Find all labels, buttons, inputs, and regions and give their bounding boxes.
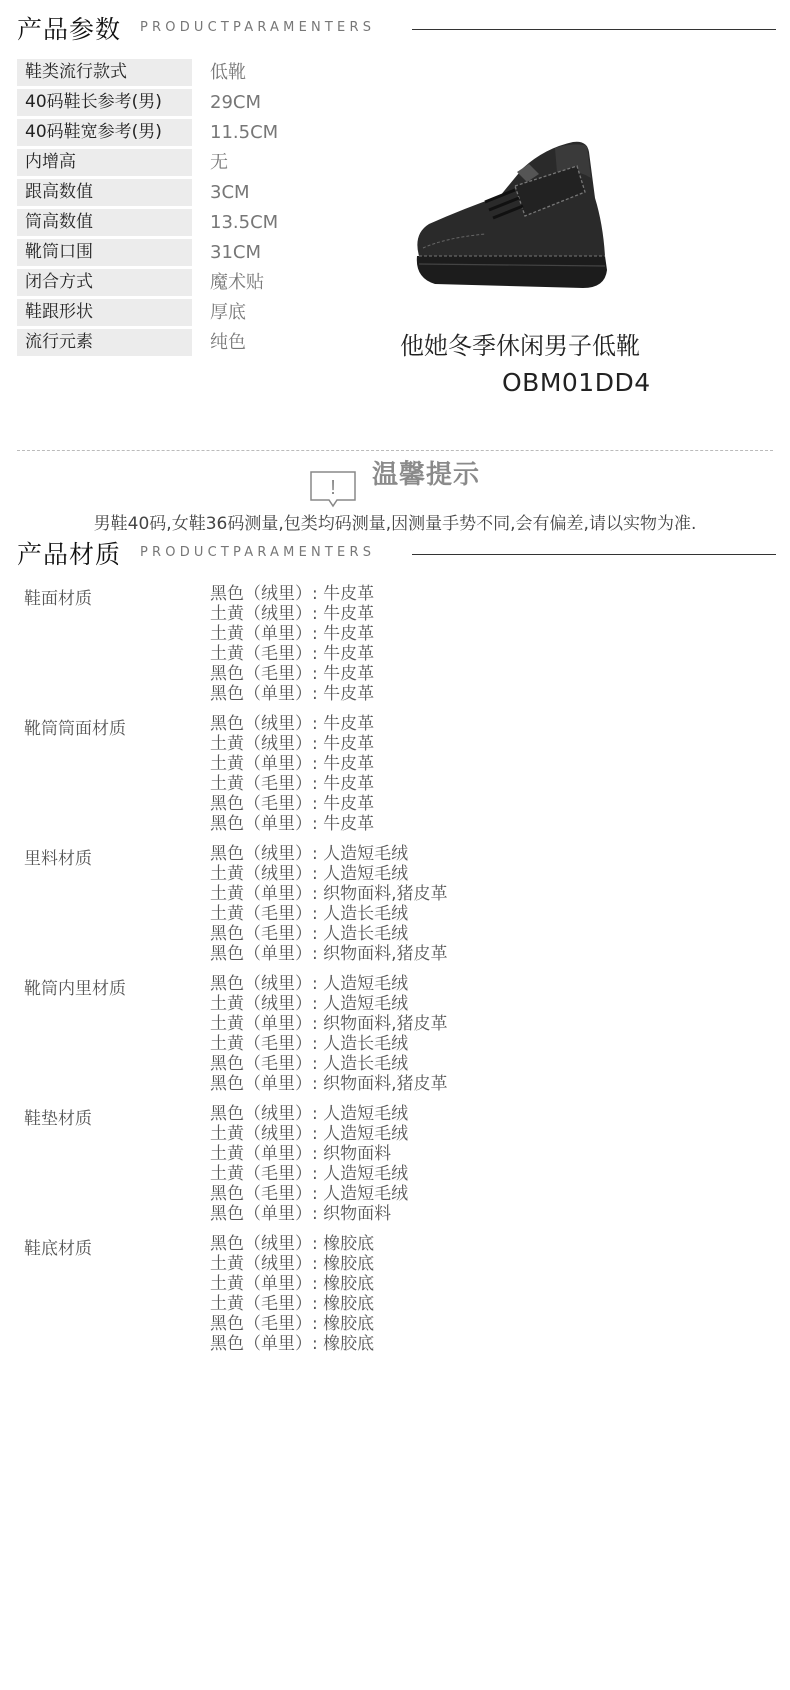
- material-value: 土黄（绒里）: 人造短毛绒: [210, 864, 409, 884]
- material-value: 黑色（绒里）: 牛皮革: [210, 714, 375, 734]
- material-values: [210, 714, 374, 834]
- dashed-divider: [17, 450, 773, 451]
- material-value: 土黄（单里）: 牛皮革: [210, 754, 375, 774]
- material-value: 土黄（毛里）: 牛皮革: [210, 774, 375, 794]
- param-row: [17, 328, 417, 358]
- params-section-header: [0, 6, 790, 46]
- material-value: 黑色（绒里）: 人造短毛绒: [210, 974, 409, 994]
- param-row: [17, 268, 417, 298]
- material-label: 靴筒筒面材质: [24, 719, 126, 739]
- material-value: 黑色（单里）: 织物面料: [210, 1204, 392, 1224]
- black-shoe-image: [405, 138, 615, 298]
- param-value: 3CM: [210, 182, 250, 203]
- material-group: [24, 974, 764, 1104]
- material-value: 土黄（绒里）: 橡胶底: [210, 1254, 375, 1274]
- material-values: [210, 584, 374, 704]
- param-value: 13.5CM: [210, 212, 279, 233]
- material-value: 土黄（绒里）: 人造短毛绒: [210, 994, 409, 1014]
- section-divider-line: [412, 554, 776, 555]
- section-divider-line: [412, 29, 776, 30]
- param-value: 魔术贴: [210, 272, 264, 293]
- tip-text: 男鞋40码,女鞋36码测量,包类均码测量,因测量手势不同,会有偏差,请以实物为准.: [93, 514, 697, 534]
- material-value: 黑色（毛里）: 人造长毛绒: [210, 1054, 409, 1074]
- product-code: OBM01DD4: [502, 368, 651, 397]
- materials-section-subtitle: PRODUCTPARAMENTERS: [140, 545, 376, 560]
- material-values: [210, 974, 448, 1094]
- material-value: 黑色（毛里）: 人造长毛绒: [210, 924, 409, 944]
- material-group: [24, 584, 764, 714]
- material-value: 黑色（单里）: 织物面料,猪皮革: [210, 1074, 448, 1094]
- material-value: 黑色（绒里）: 人造短毛绒: [210, 1104, 409, 1124]
- material-value: 黑色（毛里）: 牛皮革: [210, 794, 375, 814]
- material-value: 黑色（绒里）: 牛皮革: [210, 584, 375, 604]
- material-values: [210, 1234, 374, 1354]
- material-value: 土黄（毛里）: 牛皮革: [210, 644, 375, 664]
- param-row: [17, 148, 417, 178]
- param-value: 纯色: [210, 332, 246, 353]
- material-value: 土黄（毛里）: 人造长毛绒: [210, 1034, 409, 1054]
- material-value: 土黄（单里）: 织物面料,猪皮革: [210, 1014, 448, 1034]
- param-value: 厚底: [210, 302, 246, 323]
- param-value: 低靴: [210, 62, 246, 83]
- param-label: 内增高: [17, 149, 192, 176]
- param-label: 跟高数值: [17, 179, 192, 206]
- materials-section-title: 产品材质: [17, 540, 122, 569]
- material-value: 黑色（单里）: 牛皮革: [210, 814, 375, 834]
- param-value: 无: [210, 152, 228, 173]
- param-row: [17, 178, 417, 208]
- param-value: 29CM: [210, 92, 262, 113]
- param-label: 鞋类流行款式: [17, 59, 192, 86]
- param-row: [17, 88, 417, 118]
- material-value: 土黄（毛里）: 人造长毛绒: [210, 904, 409, 924]
- material-value: 黑色（单里）: 牛皮革: [210, 684, 375, 704]
- params-section-title: 产品参数: [17, 15, 122, 44]
- param-label: 筒高数值: [17, 209, 192, 236]
- param-label: 40码鞋宽参考(男): [17, 119, 192, 146]
- material-value: 黑色（绒里）: 人造短毛绒: [210, 844, 409, 864]
- param-label: 流行元素: [17, 329, 192, 356]
- material-label: 里料材质: [24, 849, 92, 869]
- svg-text:!: !: [330, 477, 336, 499]
- params-section-subtitle: PRODUCTPARAMENTERS: [140, 20, 376, 35]
- material-group: [24, 1104, 764, 1234]
- material-value: 土黄（绒里）: 人造短毛绒: [210, 1124, 409, 1144]
- material-value: 土黄（绒里）: 牛皮革: [210, 604, 375, 624]
- material-value: 黑色（毛里）: 人造短毛绒: [210, 1184, 409, 1204]
- material-value: 土黄（单里）: 牛皮革: [210, 624, 375, 644]
- material-label: 鞋垫材质: [24, 1109, 92, 1129]
- param-row: [17, 298, 417, 328]
- param-row: [17, 58, 417, 88]
- material-value: 黑色（单里）: 织物面料,猪皮革: [210, 944, 448, 964]
- material-values: [210, 1104, 408, 1224]
- material-values: [210, 844, 448, 964]
- product-name: 他她冬季休闲男子低靴: [400, 332, 640, 360]
- product-params-table: [17, 58, 417, 358]
- material-value: 黑色（毛里）: 橡胶底: [210, 1314, 375, 1334]
- param-label: 40码鞋长参考(男): [17, 89, 192, 116]
- param-row: [17, 208, 417, 238]
- material-value: 土黄（单里）: 橡胶底: [210, 1274, 375, 1294]
- material-value: 土黄（单里）: 织物面料: [210, 1144, 392, 1164]
- material-value: 土黄（毛里）: 人造短毛绒: [210, 1164, 409, 1184]
- param-value: 11.5CM: [210, 122, 279, 143]
- material-value: 土黄（毛里）: 橡胶底: [210, 1294, 375, 1314]
- material-label: 鞋底材质: [24, 1239, 92, 1259]
- material-value: 黑色（单里）: 橡胶底: [210, 1334, 375, 1354]
- materials-list: [24, 584, 764, 1364]
- material-value: 土黄（绒里）: 牛皮革: [210, 734, 375, 754]
- material-group: [24, 714, 764, 844]
- material-group: [24, 1234, 764, 1364]
- material-label: 鞋面材质: [24, 589, 92, 609]
- materials-section-header: [0, 531, 790, 571]
- param-row: [17, 118, 417, 148]
- material-group: [24, 844, 764, 974]
- exclamation-speech-bubble-icon: [309, 470, 357, 510]
- param-value: 31CM: [210, 242, 262, 263]
- param-label: 鞋跟形状: [17, 299, 192, 326]
- material-value: 黑色（绒里）: 橡胶底: [210, 1234, 375, 1254]
- material-value: 土黄（单里）: 织物面料,猪皮革: [210, 884, 448, 904]
- param-row: [17, 238, 417, 268]
- tip-title: 温馨提示: [372, 460, 481, 490]
- param-label: 靴筒口围: [17, 239, 192, 266]
- material-value: 黑色（毛里）: 牛皮革: [210, 664, 375, 684]
- material-label: 靴筒内里材质: [24, 979, 126, 999]
- param-label: 闭合方式: [17, 269, 192, 296]
